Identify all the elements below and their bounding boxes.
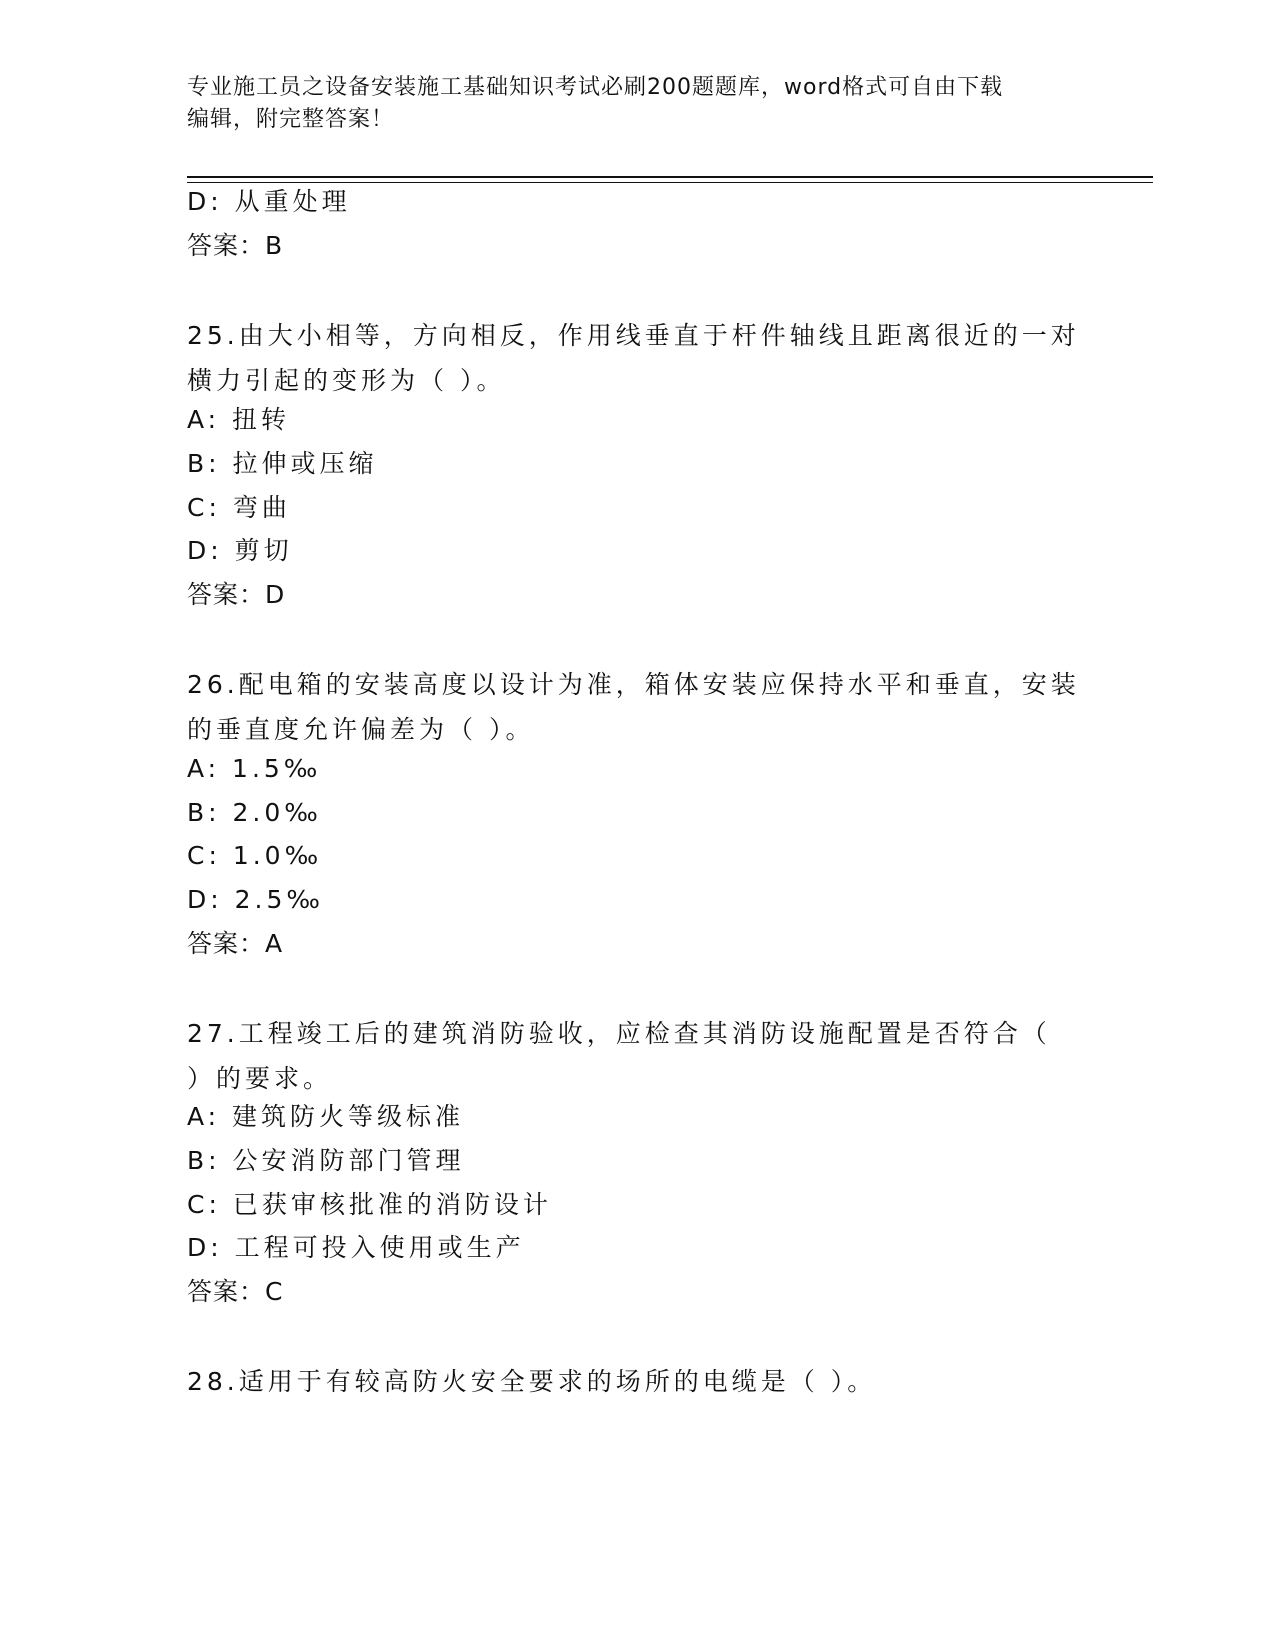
question-26-answer: 答案：A: [187, 929, 284, 958]
prev-option-d: D: 从重处理: [187, 187, 351, 216]
question-27-option-a: A: 建筑防火等级标准: [187, 1102, 465, 1131]
question-27-option-c: C: 已获审核批准的消防设计: [187, 1190, 552, 1219]
question-26-stem-line2: 的垂直度允许偏差为（ ）。: [187, 715, 535, 744]
question-26-stem: [187, 662, 1087, 752]
question-25-stem-line2: 横力引起的变形为（ ）。: [187, 366, 506, 395]
header-title-line2: 编辑，附完整答案！: [187, 107, 395, 132]
question-26-option-c: C: 1.0‰: [187, 841, 323, 870]
header-divider-thick: [187, 176, 1153, 178]
question-28-stem: [187, 1359, 1087, 1404]
question-27-stem: [187, 1011, 1087, 1101]
question-27-option-b: B: 公安消防部门管理: [187, 1146, 465, 1175]
question-25-stem: [187, 313, 1087, 403]
question-26-stem-line1: 26.配电箱的安装高度以设计为准，箱体安装应保持水平和垂直，安装: [187, 670, 1080, 699]
header-title-line1: 专业施工员之设备安装施工基础知识考试必刷200题题库，word格式可自由下载: [187, 75, 1004, 100]
question-26-option-b: B: 2.0‰: [187, 798, 322, 827]
question-26-option-a: A: 1.5‰: [187, 754, 322, 783]
question-27-option-d: D: 工程可投入使用或生产: [187, 1233, 525, 1262]
question-27-stem-line1: 27.工程竣工后的建筑消防验收，应检查其消防设施配置是否符合（: [187, 1019, 1051, 1048]
question-25-answer: 答案：D: [187, 580, 286, 609]
question-28-stem-line1: 28.适用于有较高防火安全要求的场所的电缆是（ ）。: [187, 1367, 877, 1396]
prev-answer: 答案：B: [187, 231, 284, 260]
header-divider-thin: [187, 182, 1153, 183]
question-25-option-d: D: 剪切: [187, 536, 293, 565]
document-header: [187, 72, 1067, 136]
question-27-stem-line2: ）的要求。: [187, 1064, 333, 1093]
question-27-answer: 答案：C: [187, 1277, 284, 1306]
question-25-option-c: C: 弯曲: [187, 493, 291, 522]
question-25-option-a: A: 扭转: [187, 405, 291, 434]
question-25-option-b: B: 拉伸或压缩: [187, 449, 378, 478]
question-25-stem-line1: 25.由大小相等，方向相反，作用线垂直于杆件轴线且距离很近的一对: [187, 321, 1080, 350]
question-26-option-d: D: 2.5‰: [187, 885, 324, 914]
